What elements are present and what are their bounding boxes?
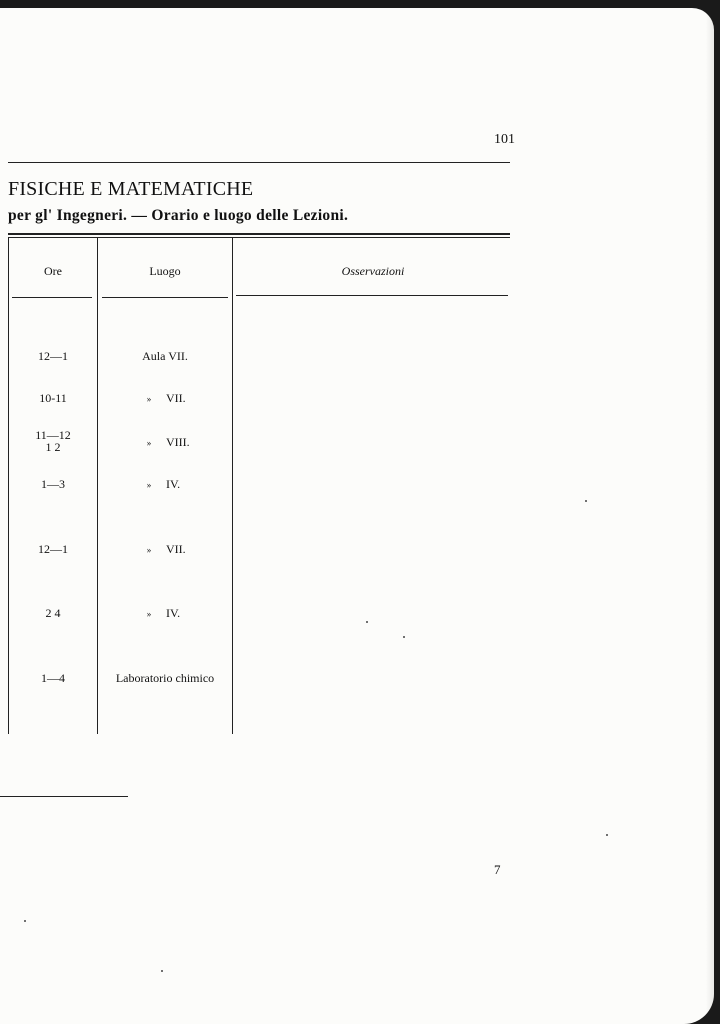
table-top-rule-2: [8, 237, 510, 238]
ditto-mark: »: [146, 609, 152, 619]
header-underline-osservazioni: [236, 295, 508, 296]
scan-speck: [585, 500, 587, 502]
header-underline-luogo: [102, 297, 228, 298]
scan-speck: [366, 621, 368, 623]
table-row-5-ore: 12—1: [38, 542, 68, 556]
scan-speck: [161, 970, 163, 972]
luogo-room: IV.: [166, 477, 181, 491]
column-line-luogo-osservazioni: [232, 238, 233, 734]
luogo-room: VII.: [166, 391, 186, 405]
ditto-mark: »: [146, 394, 152, 404]
ditto-mark: »: [146, 480, 152, 490]
table-row-6-ore: 2 4: [45, 606, 61, 620]
column-header-luogo: Luogo: [149, 264, 181, 278]
header-underline-ore: [12, 297, 92, 298]
table-row-7-ore: 1—4: [41, 671, 65, 685]
scan-speck: [24, 920, 26, 922]
scan-speck: [403, 636, 405, 638]
table-row-3-ore-line1: 11—12: [35, 428, 71, 442]
footnote-rule: [0, 796, 128, 797]
signature-mark: 7: [494, 862, 501, 877]
luogo-prefix: Aula: [142, 349, 166, 363]
ditto-mark: »: [146, 545, 152, 555]
table-row-1-luogo: [98, 350, 232, 362]
luogo-room: VIII.: [166, 435, 190, 449]
column-header-osservazioni: Osservazioni: [341, 264, 405, 278]
table-row-3-luogo: [98, 436, 232, 449]
table-row-7-luogo: Laboratorio chimico: [115, 671, 215, 685]
section-heading: FISICHE E MATEMATICHE: [8, 178, 254, 200]
column-header-ore: Ore: [44, 264, 62, 278]
table-row-3-ore-line2: 1 2: [45, 440, 61, 454]
table-row-4-luogo: [98, 478, 232, 491]
scan-speck: [606, 834, 608, 836]
luogo-room: VII.: [168, 349, 188, 363]
table-row-6-luogo: [98, 607, 232, 620]
page-edge-shadow: [706, 8, 714, 1024]
table-row-4-ore: 1—3: [41, 477, 65, 491]
ditto-mark: »: [146, 438, 152, 448]
luogo-room: VII.: [166, 542, 186, 556]
table-row-5-luogo: [98, 543, 232, 556]
document-page: [0, 8, 714, 1024]
table-row-1-ore: 12—1: [38, 349, 68, 363]
table-row-2-ore: 10-11: [39, 391, 67, 405]
section-subheading: per gl' Ingegneri. — Orario e luogo delle Lezioni.: [8, 207, 349, 224]
page-number: 101: [494, 132, 515, 147]
top-rule: [8, 162, 510, 163]
luogo-room: IV.: [166, 606, 181, 620]
table-row-2-luogo: [98, 392, 232, 405]
table-top-rule-1: [8, 233, 510, 235]
